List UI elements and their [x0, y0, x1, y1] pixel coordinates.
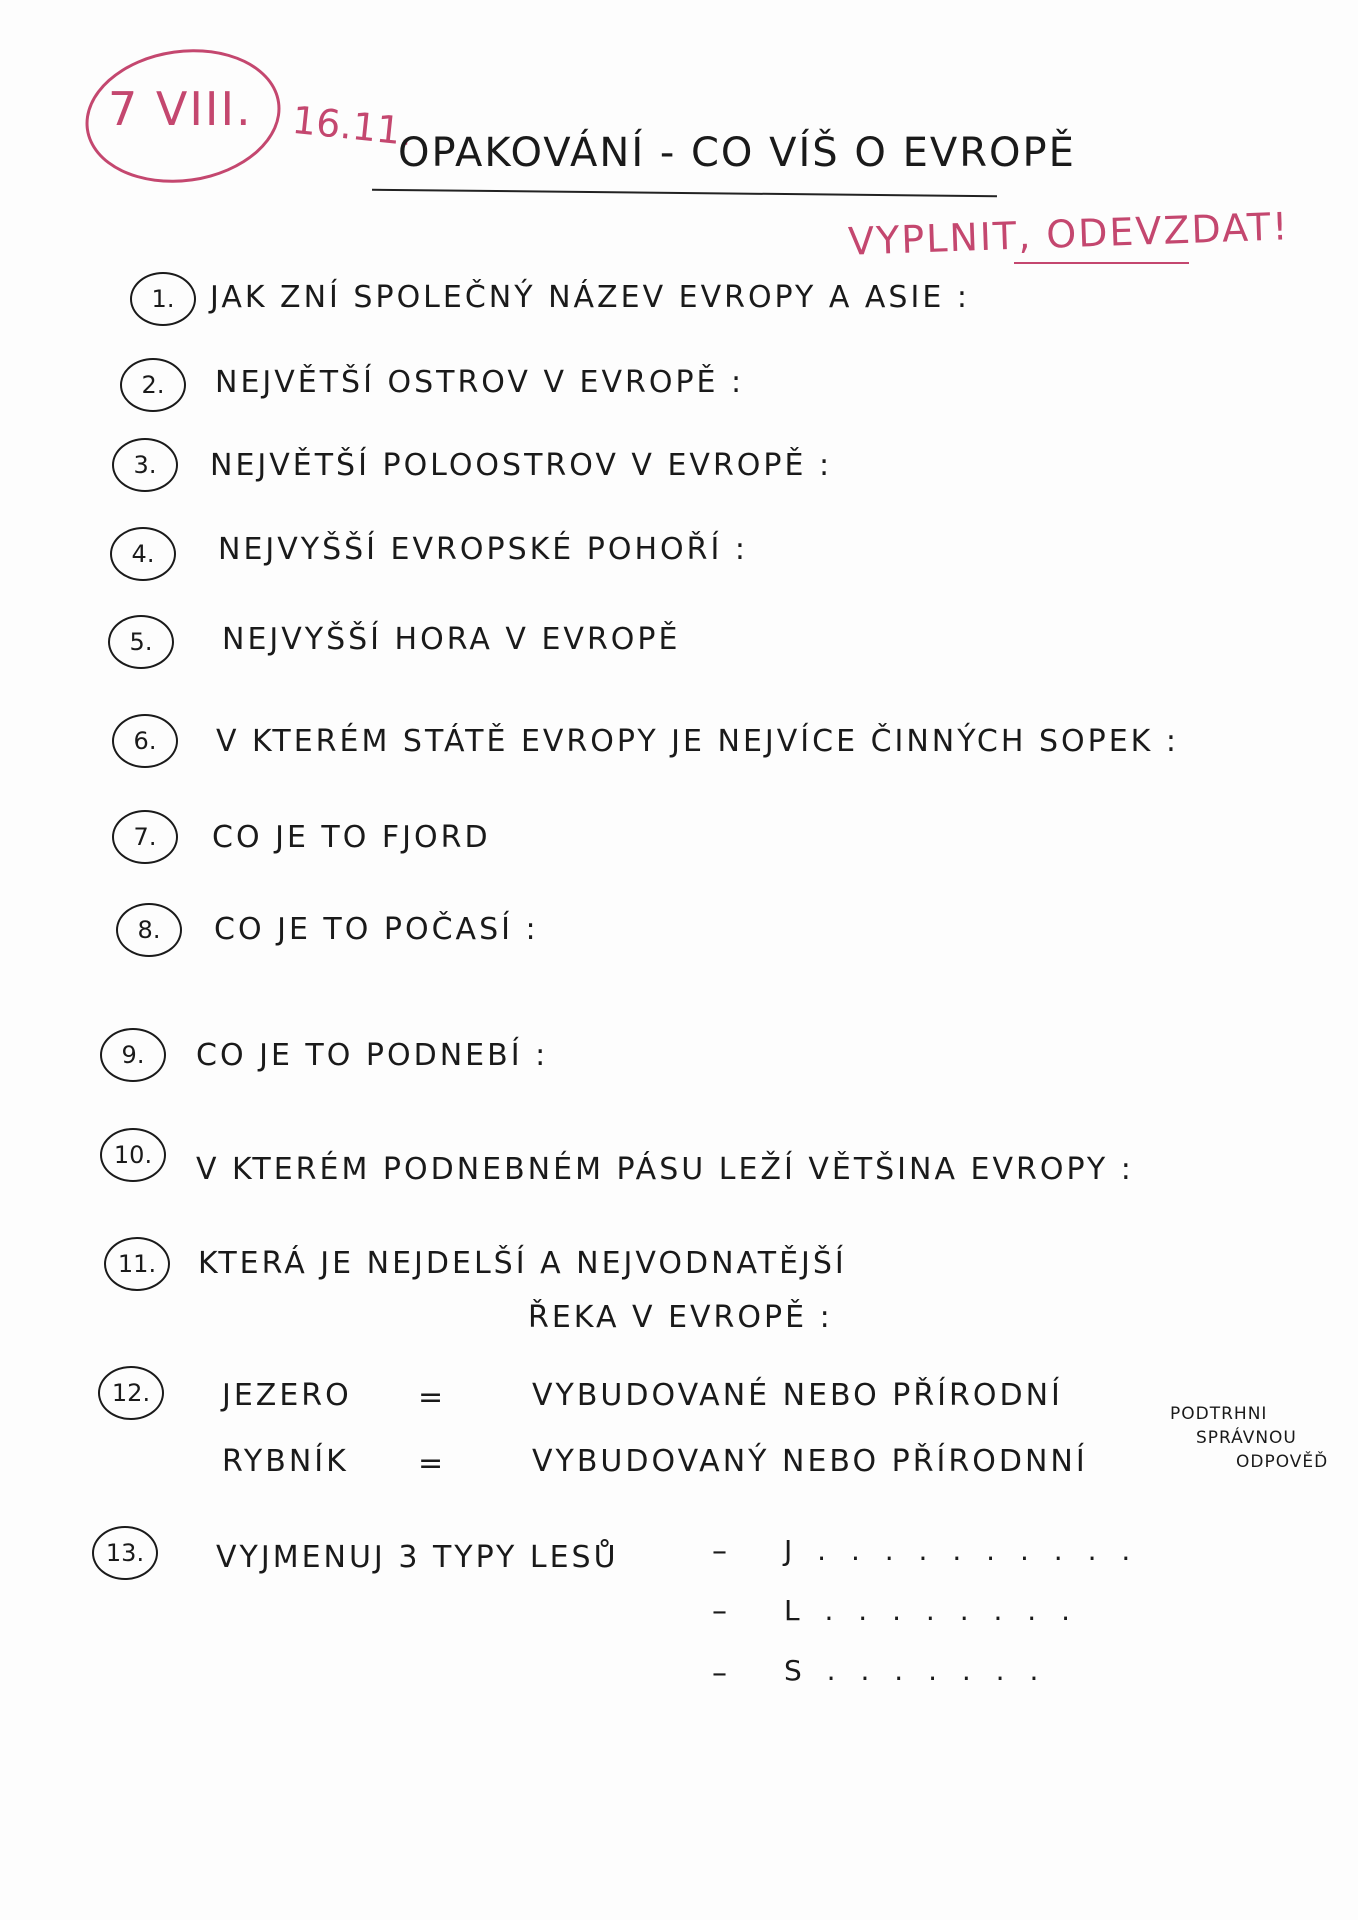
- question-number: 4.: [110, 527, 176, 581]
- question-text: NEJVYŠŠÍ HORA V EVROPĚ: [222, 622, 681, 657]
- question-text: CO JE TO PODNEBÍ :: [196, 1038, 549, 1073]
- instruction: VYPLNIT, ODEVZDAT!: [847, 204, 1291, 264]
- question-number: 10.: [100, 1128, 166, 1182]
- question-text: CO JE TO FJORD: [212, 820, 491, 855]
- note-line: SPRÁVNOU: [1196, 1428, 1297, 1448]
- question-text: VYJMENUJ 3 TYPY LESŮ: [216, 1540, 619, 1575]
- answer-blank: J . . . . . . . . . .: [784, 1534, 1139, 1567]
- answer-blank: S . . . . . . .: [784, 1654, 1047, 1687]
- option-right: VYBUDOVANÉ NEBO PŘÍRODNÍ: [532, 1378, 1063, 1413]
- question-text: NEJVĚTŠÍ POLOOSTROV V EVROPĚ :: [210, 448, 833, 483]
- question-number: 9.: [100, 1028, 166, 1082]
- question-text: NEJVĚTŠÍ OSTROV V EVROPĚ :: [215, 365, 745, 400]
- question-number: 6.: [112, 714, 178, 768]
- note-line: PODTRHNI: [1170, 1404, 1268, 1424]
- question-number: 7.: [112, 810, 178, 864]
- option-right: VYBUDOVANÝ NEBO PŘÍRODNNÍ: [532, 1444, 1088, 1479]
- instruction-underline: [1014, 262, 1189, 264]
- question-text: V KTERÉM PODNEBNÉM PÁSU LEŽÍ VĚTŠINA EVROPY :: [196, 1152, 1134, 1187]
- list-dash: –: [712, 1534, 727, 1569]
- question-text: V KTERÉM STÁTĚ EVROPY JE NEJVÍCE ČINNÝCH SOPEK :: [216, 724, 1179, 759]
- question-text: KTERÁ JE NEJDELŠÍ A NEJVODNATĚJŠÍ: [198, 1246, 847, 1281]
- question-text-continued: ŘEKA V EVROPĚ :: [528, 1300, 833, 1335]
- list-dash: –: [712, 1656, 727, 1691]
- question-number: 11.: [104, 1237, 170, 1291]
- question-number: 2.: [120, 358, 186, 412]
- question-text: CO JE TO POČASÍ :: [214, 912, 539, 947]
- class-label: 7 VIII.: [108, 82, 253, 136]
- equals-sign: =: [418, 1446, 447, 1481]
- option-left: JEZERO: [222, 1378, 352, 1413]
- page-title: OPAKOVÁNÍ - CO VÍŠ O EVROPĚ: [398, 130, 1076, 176]
- question-text: JAK ZNÍ SPOLEČNÝ NÁZEV EVROPY A ASIE :: [210, 280, 970, 315]
- answer-blank: L . . . . . . . .: [784, 1594, 1079, 1627]
- note-line: ODPOVĚĎ: [1236, 1452, 1329, 1472]
- question-number: 8.: [116, 903, 182, 957]
- equals-sign: =: [418, 1380, 447, 1415]
- question-number: 12.: [98, 1366, 164, 1420]
- question-number: 5.: [108, 615, 174, 669]
- list-dash: –: [712, 1594, 727, 1629]
- option-left: RYBNÍK: [222, 1444, 349, 1479]
- question-number: 13.: [92, 1526, 158, 1580]
- date: 16.11.: [290, 97, 415, 155]
- question-number: 3.: [112, 438, 178, 492]
- question-text: NEJVYŠŠÍ EVROPSKÉ POHOŘÍ :: [218, 532, 749, 567]
- question-number: 1.: [130, 272, 196, 326]
- title-underline: [372, 189, 997, 198]
